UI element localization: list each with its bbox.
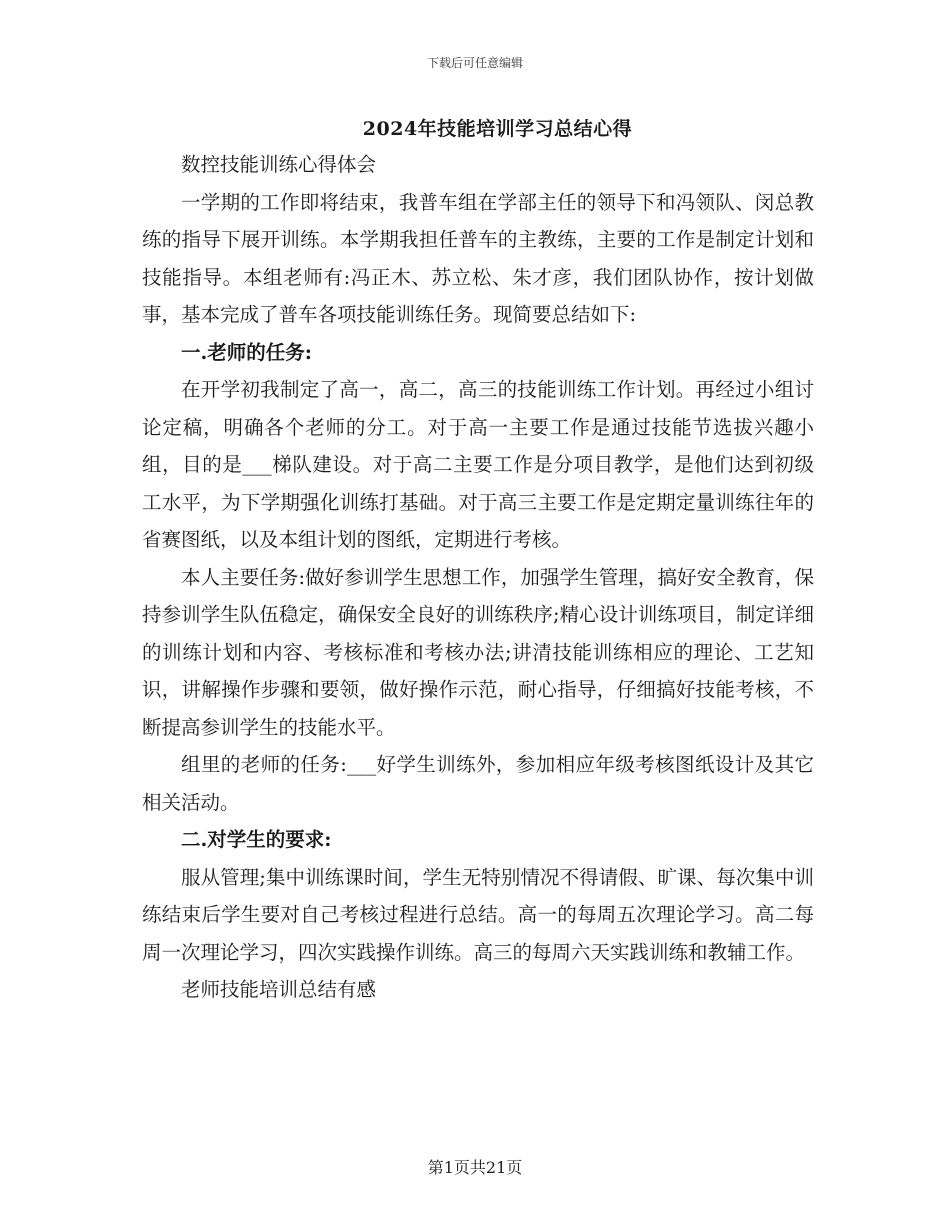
heading-student-requirements: 二.对学生的要求: bbox=[181, 828, 332, 851]
section-subtitle: 数控技能训练心得体会 bbox=[181, 153, 377, 176]
document-title: 2024年技能培训学习总结心得 bbox=[362, 118, 633, 140]
paragraph-personal-tasks: 本人主要任务:做好参训学生思想工作，加强学生管理，搞好安全教育，保持参训学生队伍稳定，确保安全良好的训练秩序;精心设计训练项目，制定详细的训练计划和内容、考核标准和考核办法;讲清技能训练相应的理论、工艺知识，讲解操作步骤和要领，做好操作示范，耐心指导，仔细搞好技能考核，不断提高参训学生的技能水平。 bbox=[142, 565, 814, 739]
header-note: 下载后可任意编辑 bbox=[426, 56, 523, 70]
paragraph-intro: 一学期的工作即将结束，我普车组在学部主任的领导下和冯领队、闵总教练的指导下展开训练。本学期我担任普车的主教练，主要的工作是制定计划和技能指导。本组老师有:冯正木、苏立松、朱才彦，我们团队协作，按计划做事，基本完成了普车各项技能训练任务。现简要总结如下: bbox=[142, 190, 814, 326]
paragraph-group-tasks: 组里的老师的任务:___好学生训练外，参加相应年级考核图纸设计及其它相关活动。 bbox=[142, 753, 814, 814]
heading-teacher-tasks: 一.老师的任务: bbox=[181, 340, 312, 364]
section-subtitle-2: 老师技能培训总结有感 bbox=[181, 978, 377, 1001]
page-number: 第1页共21页 bbox=[427, 1158, 523, 1177]
document-body bbox=[142, 146, 814, 1009]
paragraph-requirements: 服从管理;集中训练课时间，学生无特别情况不得请假、旷课、每次集中训练结束后学生要对自己考核过程进行总结。高一的每周五次理论学习。高二每周一次理论学习，四次实践操作训练。高三的每周六天实践训练和教辅工作。 bbox=[142, 865, 814, 964]
paragraph-plan: 在开学初我制定了高一，高二，高三的技能训练工作计划。再经过小组讨论定稿，明确各个老师的分工。对于高一主要工作是通过技能节选拔兴趣小组，目的是___梯队建设。对于高二主要工作是分项目教学，是他们达到初级工水平，为下学期强化训练打基础。对于高三主要工作是定期定量训练往年的省赛图纸，以及本组计划的图纸，定期进行考核。 bbox=[142, 378, 814, 551]
